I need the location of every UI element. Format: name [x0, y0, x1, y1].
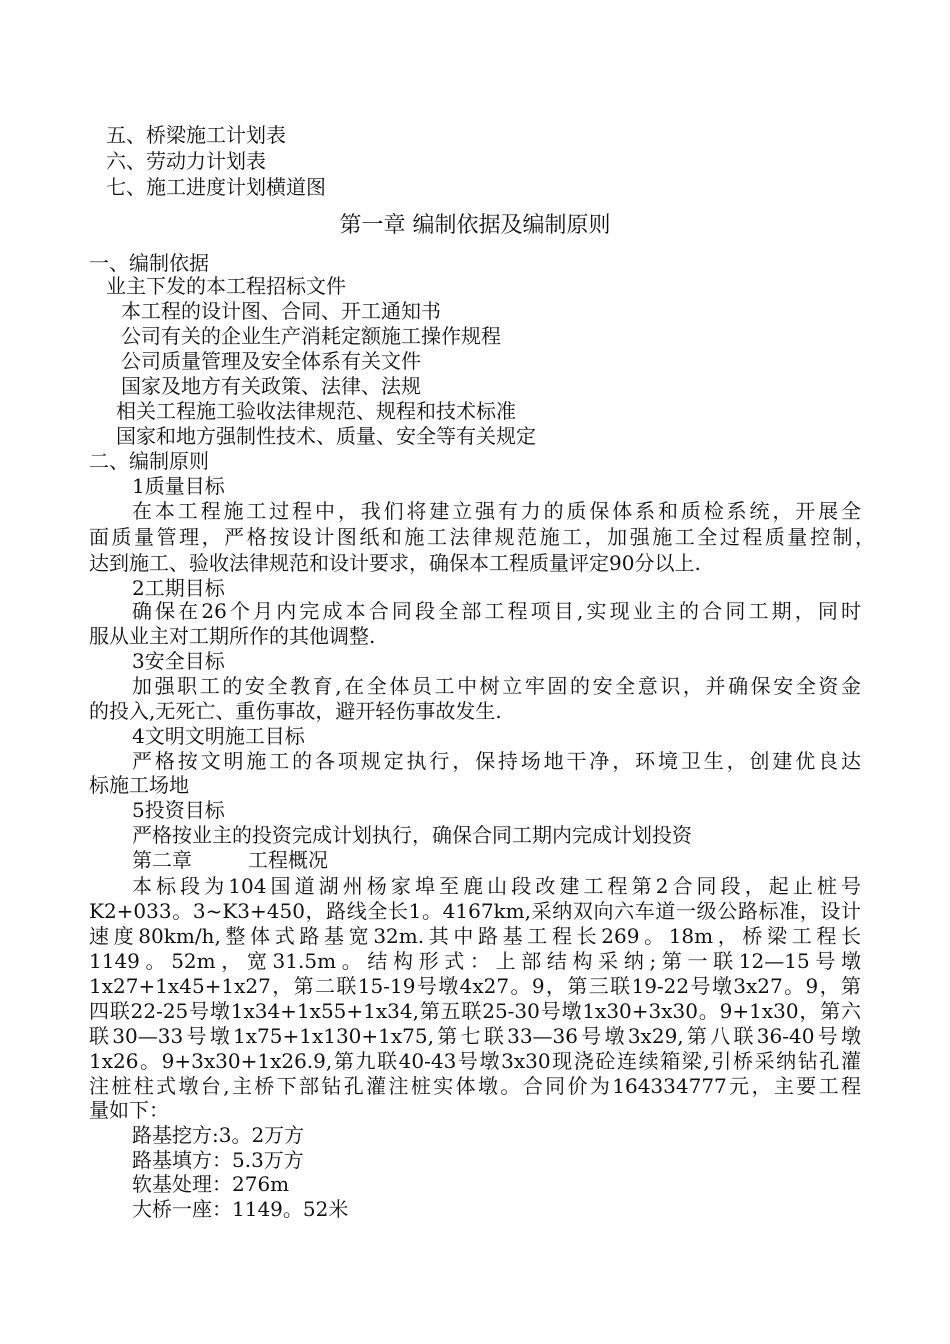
- paragraph-line: 标施工场地: [89, 773, 189, 797]
- basis-item: 公司有关的企业生产消耗定额施工操作规程: [121, 324, 501, 348]
- goal-title: 2工期目标: [132, 576, 225, 600]
- section-heading: 二、编制原则: [89, 449, 209, 473]
- paragraph-line: 联30—33号墩1x75+1x130+1x75,第七联33—36号墩3x29,第八联36-40号墩: [89, 1024, 861, 1048]
- paragraph-line: 速度80km/h,整体式路基宽32m.其中路基工程长269。18m，桥梁工程长: [89, 924, 861, 948]
- paragraph-line: K2+033。3~K3+450，路线全长1。4167km,采纳双向六车道一级公路标准，设计: [89, 899, 861, 923]
- toc-item: 六、劳动力计划表: [106, 149, 266, 173]
- paragraph-line: 四联22-25号墩1x34+1x55+1x34,第五联25-30号墩1x30+3x30。9+1x30，第六: [89, 999, 861, 1023]
- basis-item: 相关工程施工验收法律规范、规程和技术标准: [116, 399, 516, 423]
- paragraph-line: 达到施工、验收法律规范和设计要求，确保本工程质量评定90分以上.: [89, 551, 701, 575]
- basis-item: 国家和地方强制性技术、质量、安全等有关规定: [116, 424, 536, 448]
- quantity-item: 大桥一座：1149。52米: [132, 1197, 349, 1221]
- paragraph-line: 服从业主对工期所作的其他调整.: [89, 624, 376, 648]
- goal-title: 5投资目标: [132, 798, 225, 822]
- paragraph-line: 1x27+1x45+1x27，第二联15-19号墩4x27。9，第三联19-22号墩3x27。9，第: [89, 974, 861, 998]
- chapter2-heading: [0, 847, 950, 873]
- chapter2-name: 工程概况: [248, 848, 328, 872]
- paragraph-line: 本标段为104国道湖州杨家埠至鹿山段改建工程第2合同段，起止桩号: [132, 874, 861, 898]
- toc-item: 五、桥梁施工计划表: [106, 123, 286, 147]
- paragraph-line: 1149。52m，宽31.5m。结构形式：上部结构采纳;第一联12—15号墩: [89, 949, 861, 973]
- chapter2-label: 第二章: [132, 848, 192, 872]
- basis-item: 国家及地方有关政策、法律、法规: [121, 374, 421, 398]
- paragraph-line: 的投入,无死亡、重伤事故，避开轻伤事故发生.: [89, 699, 502, 723]
- quantity-item: 路基填方：5.3万方: [132, 1148, 304, 1172]
- goal-title: 3安全目标: [132, 649, 225, 673]
- paragraph-line: 1x26。9+3x30+1x26.9,第九联40-43号墩3x30现浇砼连续箱梁,引桥采纳钻孔灌: [89, 1049, 861, 1073]
- basis-item: 本工程的设计图、合同、开工通知书: [121, 299, 441, 323]
- paragraph-line: 确保在26个月内完成本合同段全部工程项目,实现业主的合同工期，同时: [132, 599, 861, 623]
- chapter-title: 第一章 编制依据及编制原则: [339, 213, 611, 238]
- section-heading: 一、编制依据: [89, 251, 209, 275]
- basis-item: 公司质量管理及安全体系有关文件: [121, 349, 421, 373]
- quantity-item: 路基挖方:3。2万方: [132, 1123, 305, 1147]
- paragraph-line: 量如下：: [89, 1098, 169, 1122]
- paragraph-line: 注桩柱式墩台,主桥下部钻孔灌注桩实体墩。合同价为164334777元，主要工程: [89, 1074, 861, 1098]
- goal-title: 4文明文明施工目标: [132, 724, 305, 748]
- toc-item: 七、施工进度计划横道图: [106, 175, 326, 199]
- paragraph-line: 严格按业主的投资完成计划执行，确保合同工期内完成计划投资: [132, 823, 692, 847]
- quantity-item: 软基处理：276m: [132, 1172, 290, 1196]
- basis-item: 业主下发的本工程招标文件: [106, 274, 346, 298]
- paragraph-line: 加强职工的安全教育,在全体员工中树立牢固的安全意识，并确保安全资金: [132, 674, 861, 698]
- paragraph-line: 在本工程施工过程中，我们将建立强有力的质保体系和质检系统，开展全: [132, 499, 861, 523]
- paragraph-line: 面质量管理，严格按设计图纸和施工法律规范施工，加强施工全过程质量控制，: [89, 525, 875, 549]
- goal-title: 1质量目标: [132, 474, 225, 498]
- paragraph-line: 严格按文明施工的各项规定执行，保持场地干净，环境卫生，创建优良达: [132, 749, 861, 773]
